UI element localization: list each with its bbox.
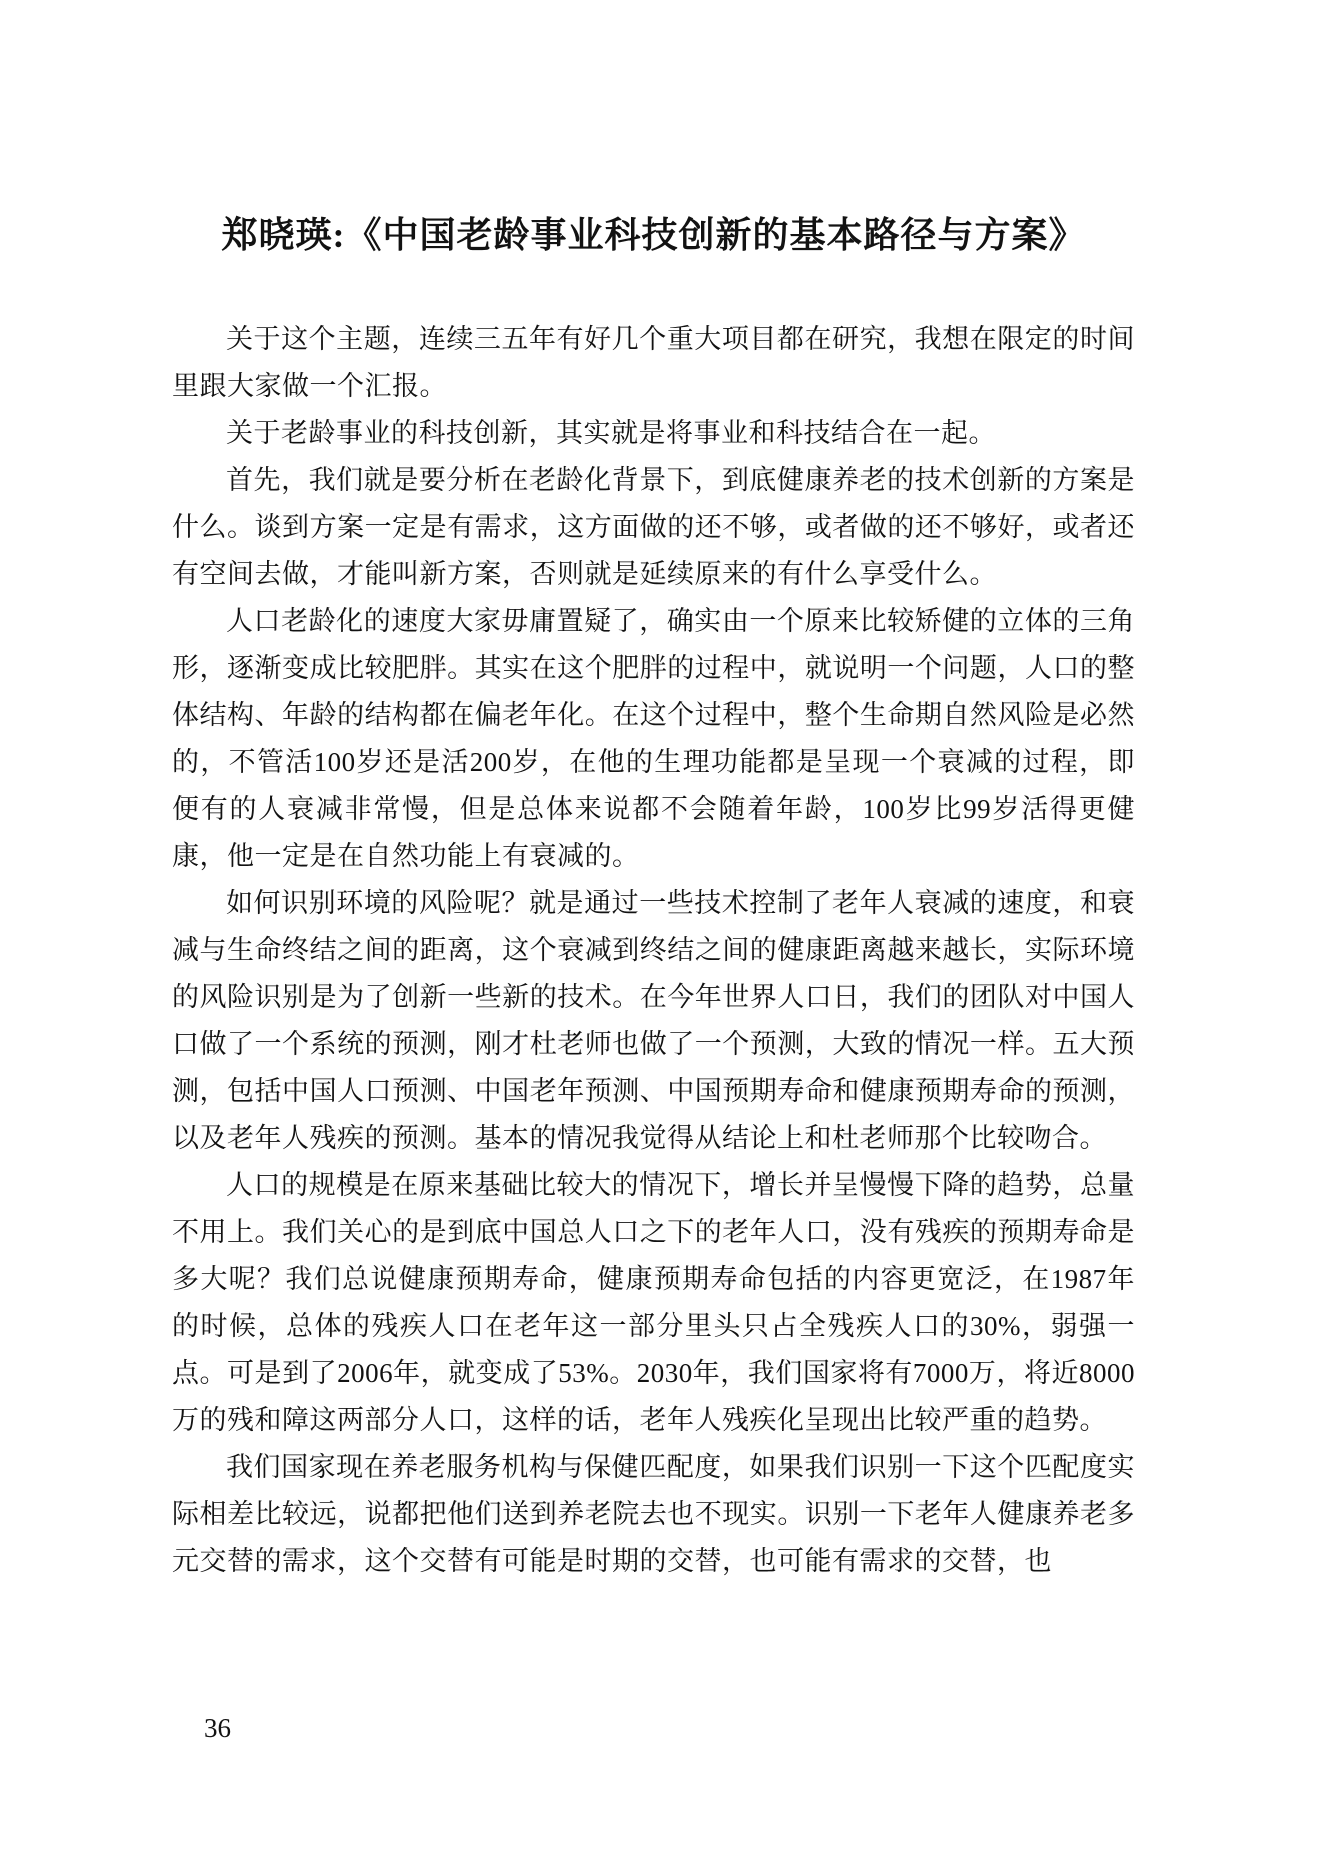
paragraph-4: 人口老龄化的速度大家毋庸置疑了，确实由一个原来比较矫健的立体的三角形，逐渐变成比较肥胖。其实在这个肥胖的过程中，就说明一个问题，人口的整体结构、年龄的结构都在偏老年化。在这个过程中，整个生命期自然风险是必然的，不管活100岁还是活200岁，在他的生理功能都是呈现一个衰减的过程，即便有的人衰减非常慢，但是总体来说都不会随着年龄，100岁比99岁活得更健康，他一定是在自然功能上有衰减的。 xyxy=(172,606,1135,871)
paragraph-6: 人口的规模是在原来基础比较大的情况下，增长并呈慢慢下降的趋势，总量不用上。我们关心的是到底中国总人口之下的老年人口，没有残疾的预期寿命是多大呢？我们总说健康预期寿命，健康预期寿命包括的内容更宽泛，在1987年的时候，总体的残疾人口在老年这一部分里头只占全残疾人口的30%，弱强一点。可是到了2006年，就变成了53%。2030年，我们国家将有7000万，将近8000万的残和障这两部分人口，这样的话，老年人残疾化呈现出比较严重的趋势。 xyxy=(172,1170,1135,1435)
paragraph-7: 我们国家现在养老服务机构与保健匹配度，如果我们识别一下这个匹配度实际相差比较远，说都把他们送到养老院去也不现实。识别一下老年人健康养老多元交替的需求，这个交替有可能是时期的交替，也可能有需求的交替，也 xyxy=(172,1452,1135,1576)
document-content xyxy=(172,210,1135,1585)
paragraph-5: 如何识别环境的风险呢？就是通过一些技术控制了老年人衰减的速度，和衰减与生命终结之间的距离，这个衰减到终结之间的健康距离越来越长，实际环境的风险识别是为了创新一些新的技术。在今年世界人口日，我们的团队对中国人口做了一个系统的预测，刚才杜老师也做了一个预测，大致的情况一样。五大预测，包括中国人口预测、中国老年预测、中国预期寿命和健康预期寿命的预测，以及老年人残疾的预测。基本的情况我觉得从结论上和杜老师那个比较吻合。 xyxy=(172,888,1135,1153)
page-number: 36 xyxy=(204,1713,231,1743)
paragraph-2: 关于老龄事业的科技创新，其实就是将事业和科技结合在一起。 xyxy=(226,418,996,448)
document-title: 郑晓瑛:《中国老龄事业科技创新的基本路径与方案》 xyxy=(221,215,1086,255)
paragraph-3: 首先，我们就是要分析在老龄化背景下，到底健康养老的技术创新的方案是什么。谈到方案一定是有需求，这方面做的还不够，或者做的还不够好，或者还有空间去做，才能叫新方案，否则就是延续原来的有什么享受什么。 xyxy=(172,465,1135,589)
paragraph-1: 关于这个主题，连续三五年有好几个重大项目都在研究，我想在限定的时间里跟大家做一个汇报。 xyxy=(172,324,1135,401)
